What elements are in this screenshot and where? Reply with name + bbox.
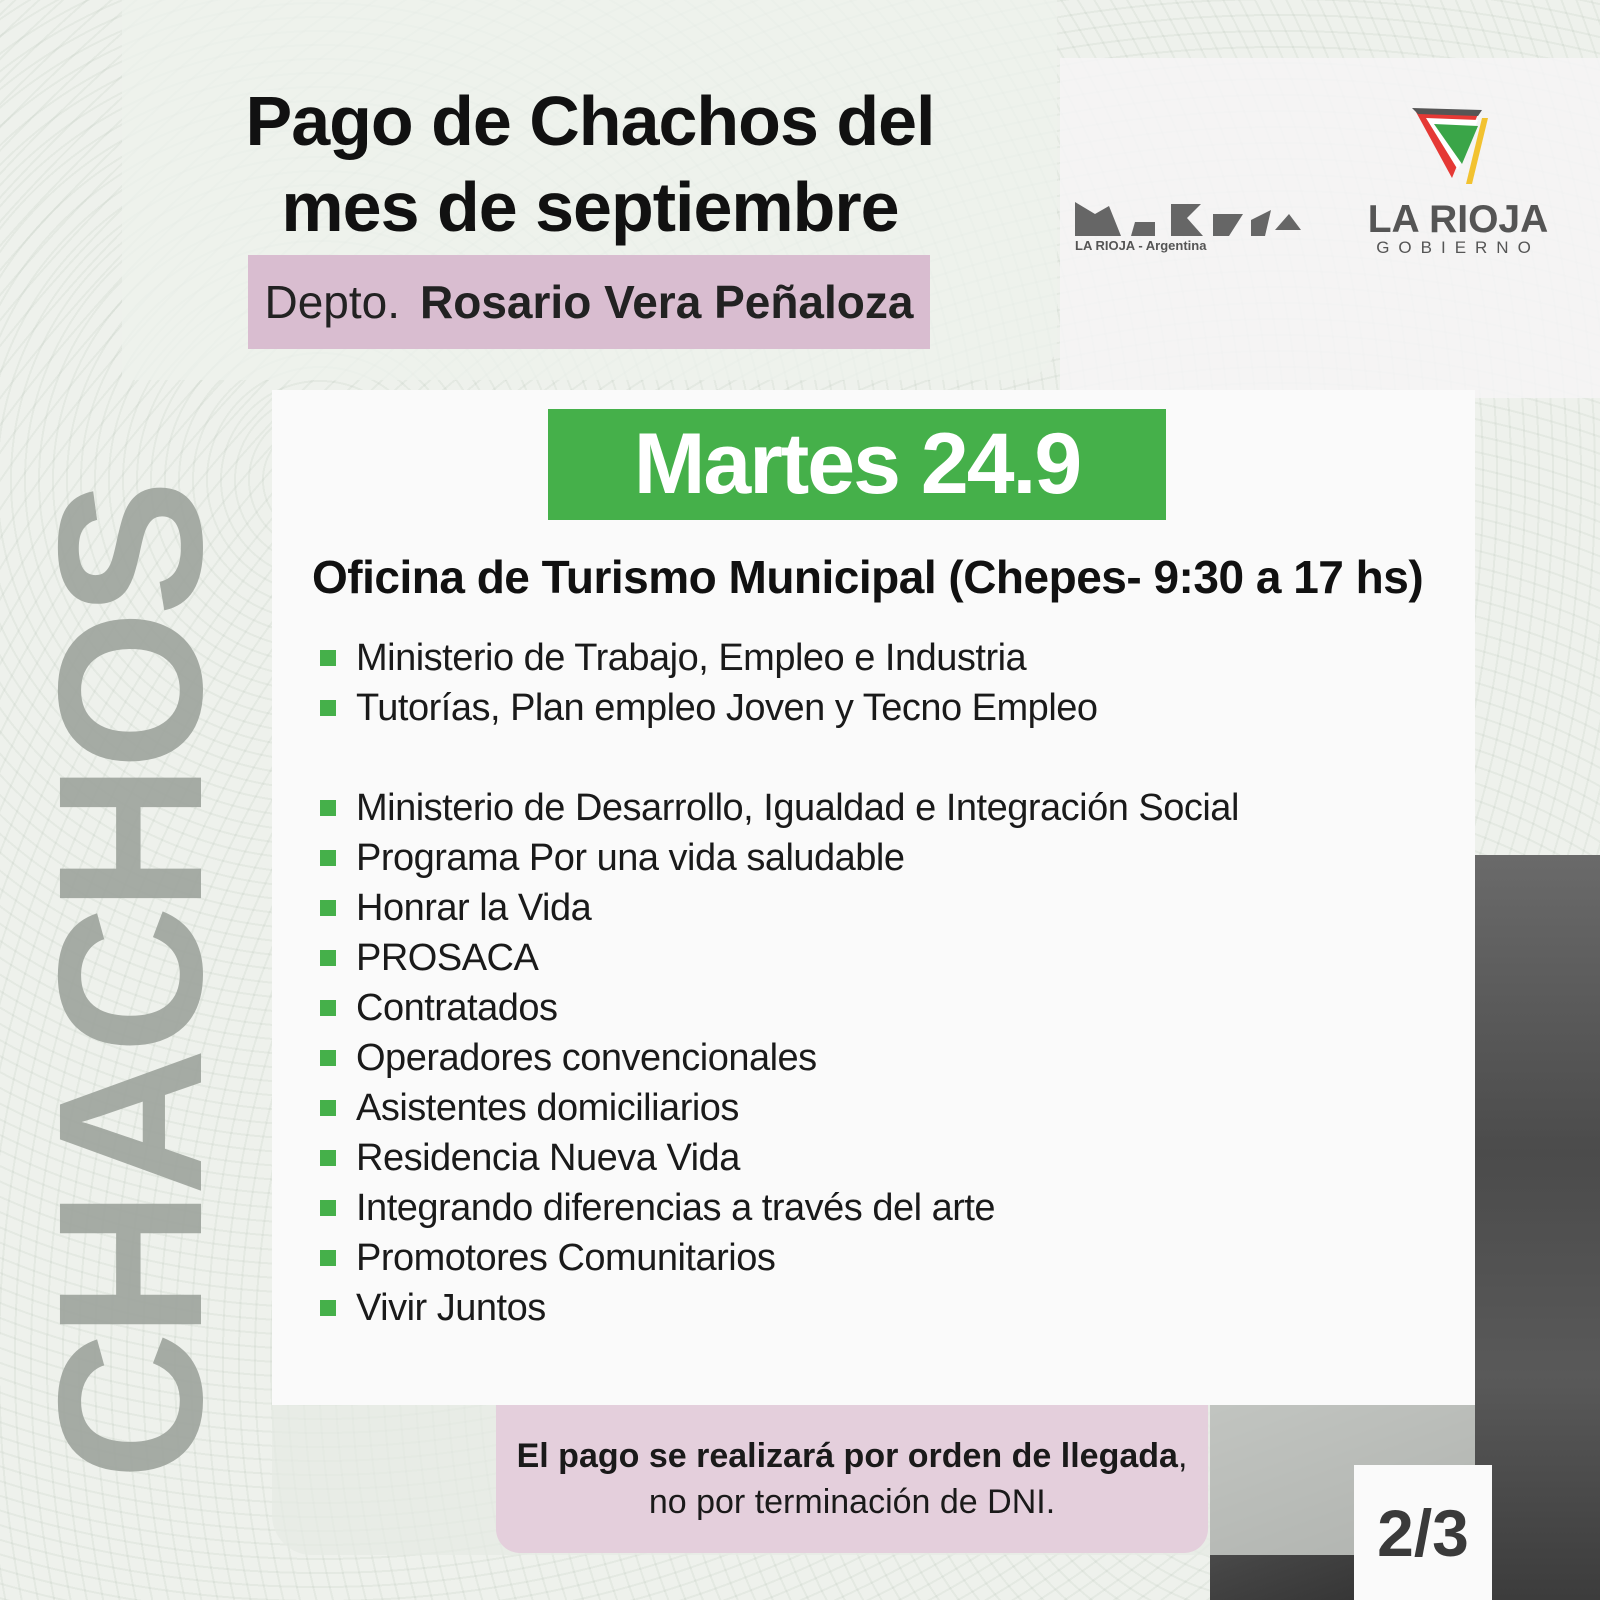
bullet-icon: [320, 650, 336, 666]
la-rioja-brand-logo: [1075, 200, 1305, 240]
list-item: Tutorías, Plan empleo Joven y Tecno Empleo: [320, 683, 1098, 733]
side-watermark-text: CHACHOS: [16, 485, 245, 1480]
bullet-icon: [320, 1050, 336, 1066]
bullet-icon: [320, 1000, 336, 1016]
bullet-icon: [320, 850, 336, 866]
list-item: Promotores Comunitarios: [320, 1233, 1239, 1283]
program-list-social: [320, 783, 1239, 1333]
payment-location: Oficina de Turismo Municipal (Chepes- 9:30 a 17 hs): [312, 551, 1424, 603]
department-name: Rosario Vera Peñaloza: [420, 276, 914, 328]
list-item: Ministerio de Trabajo, Empleo e Industria: [320, 633, 1098, 683]
title-line-2: mes de septiembre: [281, 168, 899, 246]
bullet-icon: [320, 1250, 336, 1266]
department-banner: [248, 255, 930, 349]
payment-order-note: [496, 1405, 1208, 1553]
bullet-icon: [320, 700, 336, 716]
title-line-1: Pago de Chachos del: [245, 82, 935, 160]
bullet-icon: [320, 800, 336, 816]
government-subtitle: GOBIERNO: [1376, 238, 1540, 257]
brand-caption: LA RIOJA - Argentina: [1075, 238, 1207, 253]
department-prefix: Depto.: [264, 276, 401, 328]
government-name: LA RIOJA: [1367, 198, 1549, 241]
payment-date-badge: Martes 24.9: [548, 409, 1166, 520]
list-item: Contratados: [320, 983, 1239, 1033]
list-item: Vivir Juntos: [320, 1283, 1239, 1333]
list-item: Asistentes domiciliarios: [320, 1083, 1239, 1133]
list-item: Honrar la Vida: [320, 883, 1239, 933]
list-item: PROSACA: [320, 933, 1239, 983]
page-indicator: 2/3: [1354, 1465, 1492, 1600]
bullet-icon: [320, 1200, 336, 1216]
bullet-icon: [320, 1150, 336, 1166]
list-item: Integrando diferencias a través del arte: [320, 1183, 1239, 1233]
list-item: Operadores convencionales: [320, 1033, 1239, 1083]
bullet-icon: [320, 900, 336, 916]
program-list-labor: [320, 633, 1098, 733]
page-title: [150, 78, 1030, 250]
bullet-icon: [320, 1100, 336, 1116]
note-line-2: no por terminación de DNI.: [648, 1483, 1056, 1521]
government-emblem-icon: [1412, 108, 1492, 188]
note-line-1: El pago se realizará por orden de llegada,: [516, 1437, 1188, 1475]
list-item: Ministerio de Desarrollo, Igualdad e Integración Social: [320, 783, 1239, 833]
list-item: Residencia Nueva Vida: [320, 1133, 1239, 1183]
bullet-icon: [320, 950, 336, 966]
statue-image: [1475, 855, 1600, 1600]
list-item: Programa Por una vida saludable: [320, 833, 1239, 883]
bullet-icon: [320, 1300, 336, 1316]
